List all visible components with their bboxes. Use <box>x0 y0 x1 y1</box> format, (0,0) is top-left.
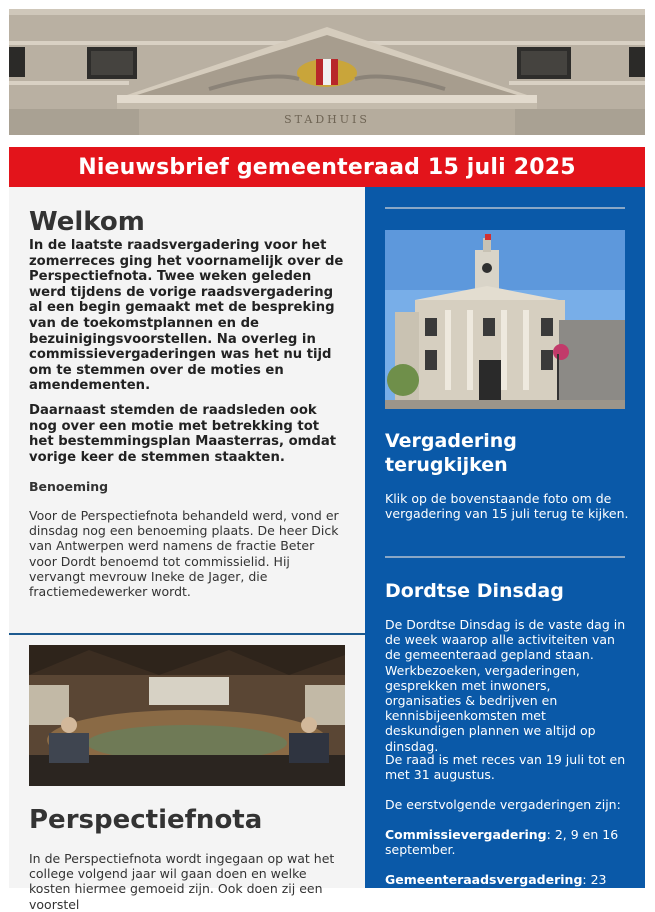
welkom-intro-2: Daarnaast stemden de raadsleden ook nog over een motie met betrekking tot het bestemmingsplan Maasterras, omdat vorige keer de stemmen staakten. <box>29 403 337 465</box>
raad-meetings <box>385 872 629 887</box>
welkom-intro: In de laatste raadsvergadering voor het zomerreces ging het voornamelijk over de Perspectiefnota. Twee weken geleden werd tijdens de vorige raadsvergadering al een begin gemaakt met de bespreking van de toekomstplannen en de bezuinigingsvoorstellen. Na overleg in commissievergaderingen was het nu tijd om te stemmen over de moties en amendementen. <box>29 238 344 394</box>
next-meetings-intro: De eerstvolgende vergaderingen zijn: <box>385 797 621 812</box>
commissie-dates: : 2, 9 en 16 september. <box>385 827 619 858</box>
raad-label: Gemeenteraadsvergadering <box>385 872 583 887</box>
council-chamber-illustration <box>29 645 345 786</box>
main-column <box>9 187 365 912</box>
stadhuis-building-illustration <box>385 230 625 409</box>
benoeming-heading: Benoeming <box>29 479 109 494</box>
perspectiefnota-text: In de Perspectiefnota wordt ingegaan op wat het college volgend jaar wil gaan doen en welke kosten hiermee gemoeid zijn. Ook doen zij een voorstel <box>29 851 335 912</box>
vergadering-text: Klik op de bovenstaande foto om de vergadering van 15 juli terug te kijken. <box>385 491 629 522</box>
building-inscription: STADHUIS <box>284 113 370 126</box>
council-chamber-photo[interactable] <box>29 645 345 786</box>
perspectiefnota-heading: Perspectiefnota <box>29 805 263 835</box>
meeting-video-photo[interactable] <box>385 230 625 409</box>
raad-dates: : 23 <box>582 872 607 887</box>
sidebar-column <box>365 187 645 888</box>
dordtse-dinsdag-text: De Dordtse Dinsdag is de vaste dag in de week waarop alle activiteiten van de gemeenteraad gepland staan. Werkbezoeken, vergaderingen, gesprekken met inwoners, organisaties & bedrijven en kennisbijeenkomsten met deskundigen plannen we altijd op dinsdag. <box>385 617 626 754</box>
sidebar-divider <box>385 556 625 558</box>
vergadering-heading: Vergadering terugkijken <box>385 430 517 476</box>
welkom-heading: Welkom <box>29 207 145 237</box>
section-divider <box>9 633 365 635</box>
header-image-stadhuis[interactable] <box>9 9 645 135</box>
commissie-meetings <box>385 827 629 857</box>
newsletter-title-bar <box>9 147 645 187</box>
commissie-label: Commissievergadering <box>385 827 547 842</box>
dordtse-dinsdag-heading: Dordtse Dinsdag <box>385 580 564 602</box>
reces-text: De raad is met reces van 19 juli tot en met 31 augustus. <box>385 752 626 783</box>
benoeming-text: Voor de Perspectiefnota behandeld werd, vond er dinsdag nog een benoeming plaats. De heer Dick van Antwerpen werd namens de fractie Beter voor Dordt benoemd tot commissielid. Hij vervangt mevrouw Ineke de Jager, die fractiemedewerker wordt. <box>29 508 339 600</box>
newsletter-title: Nieuwsbrief gemeenteraad 15 juli 2025 <box>78 154 576 180</box>
sidebar-divider <box>385 207 625 209</box>
